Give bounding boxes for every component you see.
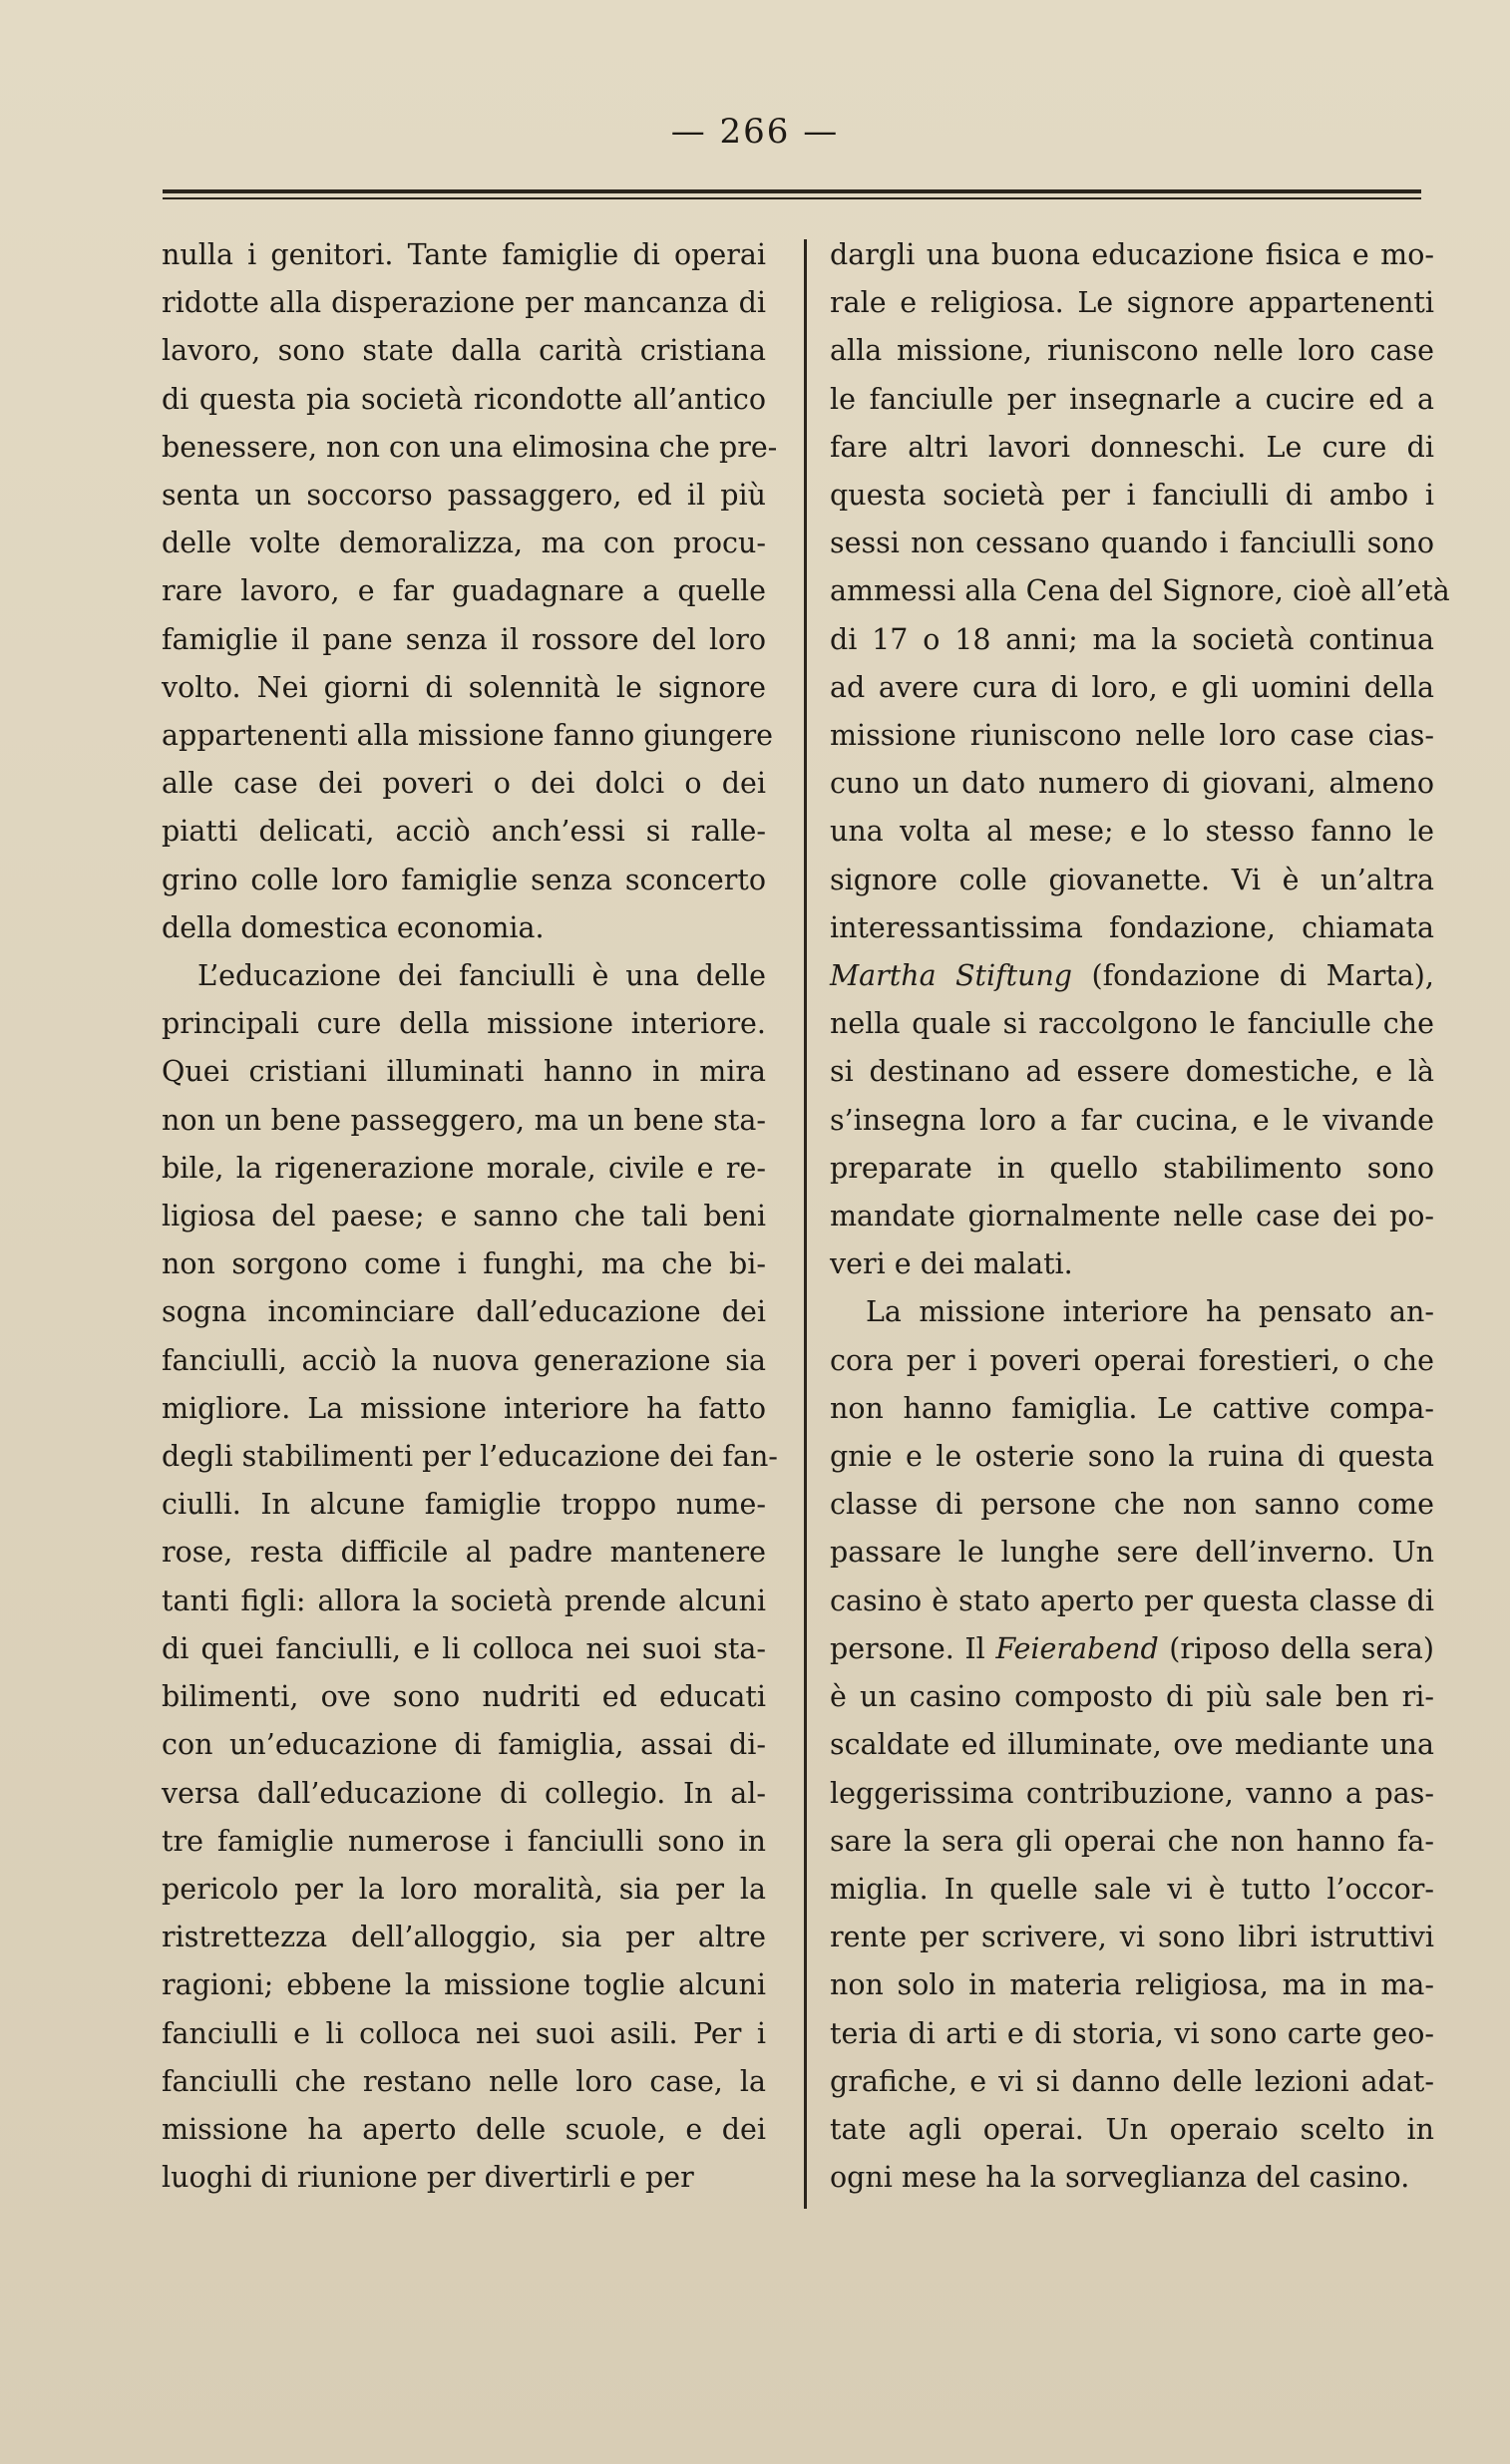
text-line: La missione interiore ha pensato an- [866, 1295, 1434, 1329]
text-line: fare altri lavori donneschi. Le cure di [830, 430, 1434, 464]
left-column [162, 231, 778, 2202]
text-line: grafiche, e vi si danno delle lezioni adat- [830, 2064, 1434, 2098]
text-line: luoghi di riunione per divertirli e per [162, 2161, 694, 2195]
text-line: rose, resta difficile al padre mantenere [162, 1536, 766, 1570]
text-line: volto. Nei giorni di solennità le signore [162, 670, 766, 704]
text-line: tre famiglie numerose i fanciulli sono in [162, 1824, 766, 1858]
text-line: preparate in quello stabilimento sono [830, 1151, 1434, 1185]
text-line: delle volte demoralizza, ma con procu- [162, 527, 766, 560]
text-line: le fanciulle per insegnarle a cucire ed a [830, 382, 1434, 416]
text-line: rente per scrivere, vi sono libri istruttivi [830, 1921, 1434, 1954]
text-line: alla missione, riuniscono nelle loro case [830, 334, 1434, 368]
text-line: alle case dei poveri o dei dolci o dei [162, 767, 766, 801]
paragraph [162, 231, 778, 952]
text-line: principali cure della missione interiore. [162, 1007, 766, 1041]
text-line: si destinano ad essere domestiche, e là [830, 1055, 1434, 1089]
text-line: missione ha aperto delle scuole, e dei [162, 2112, 766, 2146]
text-line: di 17 o 18 anni; ma la società continua [830, 622, 1434, 656]
text-line: tanti figli: allora la società prende alcuni [162, 1584, 766, 1617]
text-line: rare lavoro, e far guadagnare a quelle [162, 574, 766, 608]
text-line: tate agli operai. Un operaio scelto in [830, 2112, 1434, 2146]
text-line: s’insegna loro a far cucina, e le vivande [830, 1103, 1434, 1137]
text-line: degli stabilimenti per l’educazione dei fan- [162, 1440, 778, 1474]
text-line: ridotte alla disperazione per mancanza di [162, 286, 766, 320]
text-line: piatti delicati, acciò anch’essi si ralle- [162, 815, 766, 849]
text-line: versa dall’educazione di collegio. In al- [162, 1776, 766, 1810]
text-line: veri e dei malati. [830, 1247, 1073, 1281]
text-line: migliore. La missione interiore ha fatto [162, 1391, 766, 1425]
text-line: non solo in materia religiosa, ma in ma- [830, 1968, 1434, 2002]
text-line: grino colle loro famiglie senza sconcerto [162, 863, 766, 896]
text-line: L’educazione dei fanciulli è una delle [197, 959, 766, 993]
text-line: una volta al mese; e lo stesso fanno le [830, 815, 1434, 849]
column-divider [804, 239, 807, 2209]
text-line: miglia. In quelle sale vi è tutto l’occor- [830, 1872, 1434, 1906]
text-line: ragioni; ebbene la missione toglie alcuni [162, 1968, 766, 2002]
text-line: nulla i genitori. Tante famiglie di operai [162, 238, 766, 271]
text-line: scaldate ed illuminate, ove mediante una [830, 1728, 1434, 1762]
text-line: Quei cristiani illuminati hanno in mira [162, 1055, 766, 1089]
header-rule-thick [163, 189, 1421, 193]
text-line: cora per i poveri operai forestieri, o che [830, 1343, 1434, 1377]
text-line: gnie e le osterie sono la ruina di questa [830, 1440, 1434, 1474]
paragraph [830, 231, 1450, 1288]
text-line: missione riuniscono nelle loro case cias- [830, 719, 1434, 753]
text-line: appartenenti alla missione fanno giungere [162, 719, 773, 753]
text-line: interessantissima fondazione, chiamata [830, 910, 1434, 944]
text-line: cuno un dato numero di giovani, almeno [830, 767, 1434, 801]
text-line: ristrettezza dell’alloggio, sia per altre [162, 1921, 766, 1954]
text-line: sessi non cessano quando i fanciulli sono [830, 527, 1434, 560]
text-line: di questa pia società ricondotte all’antico [162, 382, 766, 416]
text-line: fanciulli, acciò la nuova generazione sia [162, 1343, 766, 1377]
text-line: ligiosa del paese; e sanno che tali beni [162, 1200, 766, 1233]
right-column [830, 231, 1450, 2202]
text-line: rale e religiosa. Le signore appartenenti [830, 286, 1434, 320]
text-line: Martha Stiftung (fondazione di Marta), [830, 959, 1434, 993]
text-line: fanciulli che restano nelle loro case, la [162, 2064, 766, 2098]
text-line: è un casino composto di più sale ben ri- [830, 1680, 1434, 1714]
text-line: ammessi alla Cena del Signore, cioè all’età [830, 574, 1450, 608]
text-line: fanciulli e li colloca nei suoi asili. Per i [162, 2016, 766, 2050]
text-line: ogni mese ha la sorveglianza del casino. [830, 2161, 1410, 2195]
text-line: ciulli. In alcune famiglie troppo nume- [162, 1488, 766, 1522]
text-line: della domestica economia. [162, 910, 545, 944]
text-line: bile, la rigenerazione morale, civile e re- [162, 1151, 766, 1185]
text-line: sogna incominciare dall’educazione dei [162, 1295, 766, 1329]
text-line: benessere, non con una elimosina che pre- [162, 430, 778, 464]
text-line: non hanno famiglia. Le cattive compa- [830, 1391, 1434, 1425]
text-line: questa società per i fanciulli di ambo i [830, 479, 1434, 513]
text-line: famiglie il pane senza il rossore del loro [162, 622, 766, 656]
text-line: ad avere cura di loro, e gli uomini della [830, 670, 1434, 704]
text-line: casino è stato aperto per questa classe di [830, 1584, 1434, 1617]
paragraph [162, 952, 778, 2202]
text-line: dargli una buona educazione fisica e mo- [830, 238, 1434, 271]
text-line: leggerissima contribuzione, vanno a pas- [830, 1776, 1434, 1810]
text-line: passare le lunghe sere dell’inverno. Un [830, 1536, 1434, 1570]
text-line: bilimenti, ove sono nudriti ed educati [162, 1680, 766, 1714]
text-line: di quei fanciulli, e li colloca nei suoi sta- [162, 1631, 766, 1665]
page-number: — 266 — [670, 112, 840, 152]
text-line: nella quale si raccolgono le fanciulle che [830, 1007, 1434, 1041]
text-line: senta un soccorso passaggero, ed il più [162, 479, 766, 513]
text-line: mandate giornalmente nelle case dei po- [830, 1200, 1434, 1233]
text-line: pericolo per la loro moralità, sia per la [162, 1872, 766, 1906]
paragraph [830, 1288, 1434, 2202]
text-line: signore colle giovanette. Vi è un’altra [830, 863, 1434, 896]
text-line: sare la sera gli operai che non hanno fa- [830, 1824, 1434, 1858]
text-line: non un bene passeggero, ma un bene sta- [162, 1103, 766, 1137]
text-line: lavoro, sono state dalla carità cristiana [162, 334, 766, 368]
text-line: classe di persone che non sanno come [830, 1488, 1434, 1522]
header-rule-thin [163, 197, 1421, 199]
text-line: non sorgono come i funghi, ma che bi- [162, 1247, 766, 1281]
text-line: teria di arti e di storia, vi sono carte geo- [830, 2016, 1434, 2050]
text-line: persone. Il Feierabend (riposo della sera) [830, 1631, 1435, 1665]
text-line: con un’educazione di famiglia, assai di- [162, 1728, 766, 1762]
